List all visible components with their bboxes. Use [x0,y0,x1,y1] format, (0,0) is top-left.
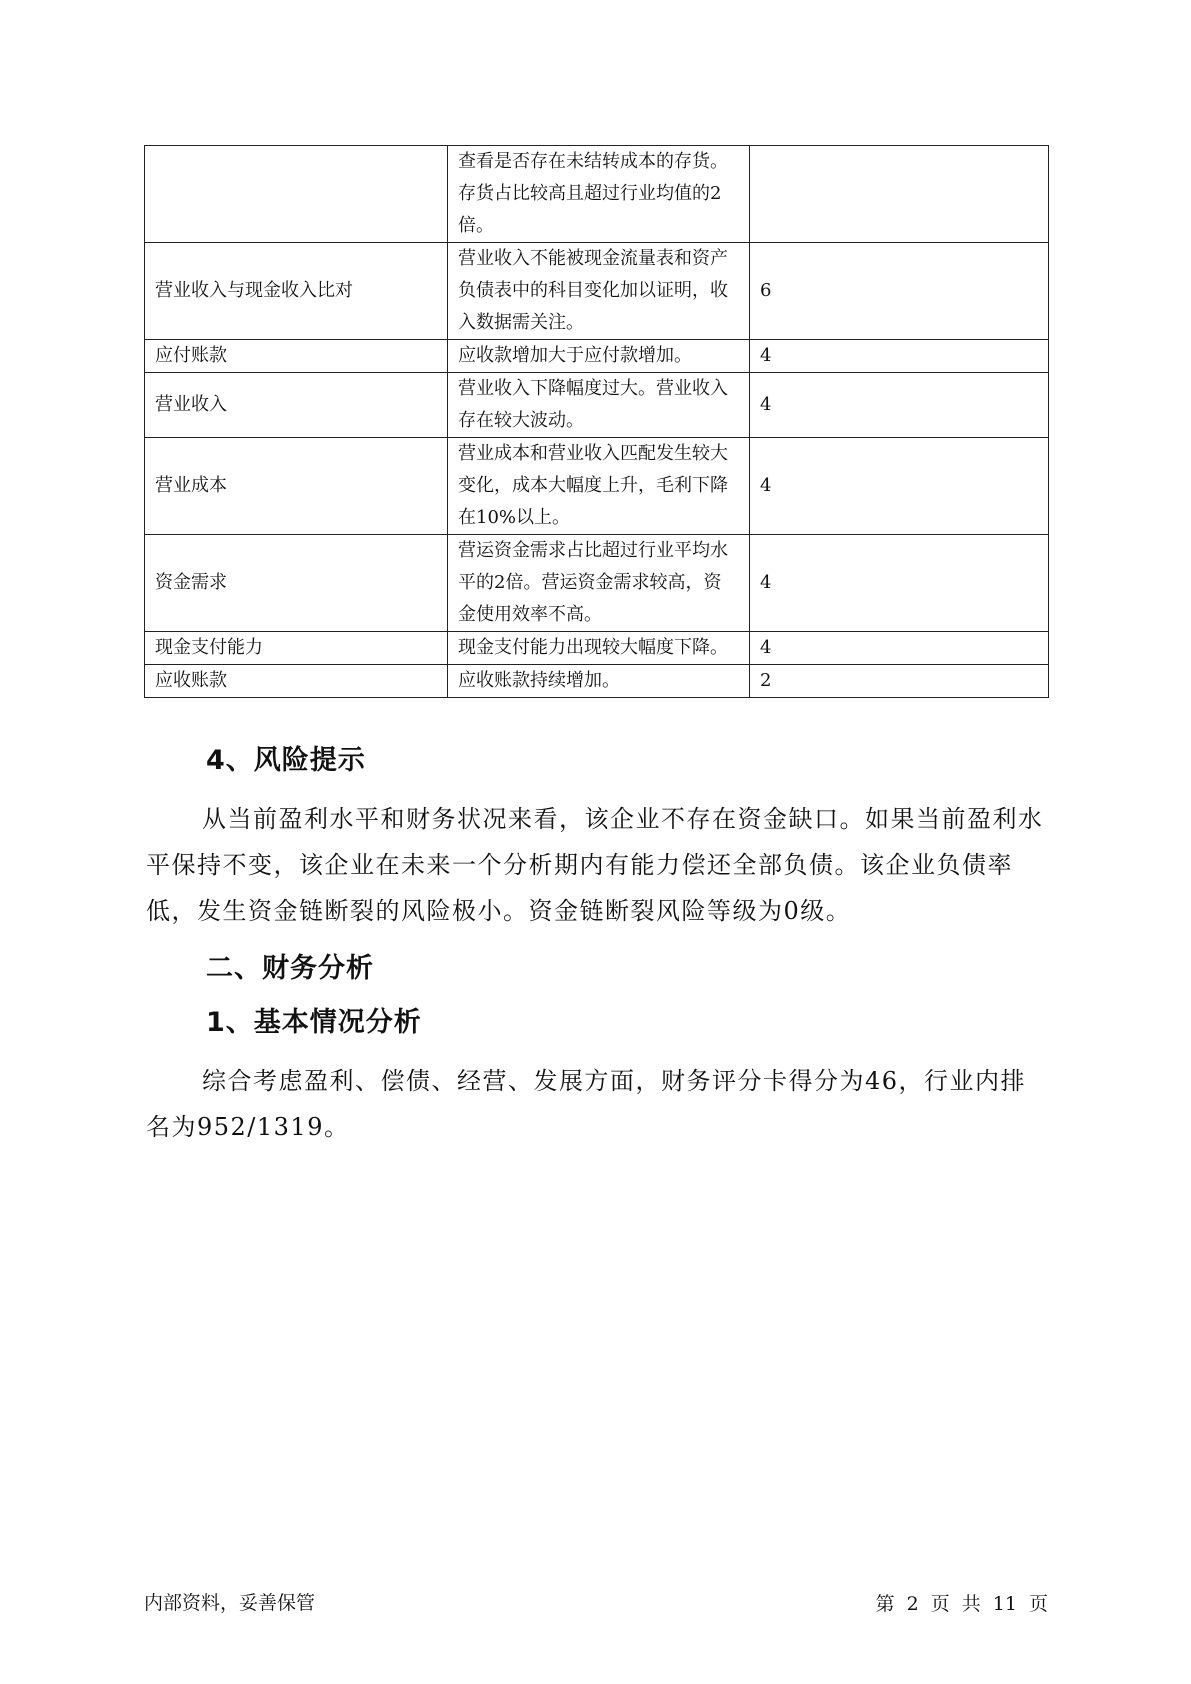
score-cell: 2 [750,665,1049,698]
indicator-cell: 营业收入与现金收入比对 [145,243,448,340]
description-cell: 营运资金需求占比超过行业平均水平的2倍。营运资金需求较高，资金使用效率不高。 [448,535,750,632]
score-cell: 4 [750,632,1049,665]
table-row [145,146,1049,243]
indicator-cell: 应收账款 [145,665,448,698]
score-cell: 4 [750,340,1049,373]
indicator-cell: 应付账款 [145,340,448,373]
table-row [145,438,1049,535]
indicator-cell: 资金需求 [145,535,448,632]
description-cell: 现金支付能力出现较大幅度下降。 [448,632,750,665]
description-cell: 查看是否存在未结转成本的存货。存货占比较高且超过行业均值的2倍。 [448,146,750,243]
score-cell [750,146,1049,243]
score-cell: 4 [750,438,1049,535]
table-row [145,340,1049,373]
description-cell: 营业成本和营业收入匹配发生较大变化，成本大幅度上升，毛利下降在10%以上。 [448,438,750,535]
risk-warning-paragraph: 从当前盈利水平和财务状况来看，该企业不存在资金缺口。如果当前盈利水平保持不变，该企业在未来一个分析期内有能力偿还全部负债。该企业负债率低，发生资金链断裂的风险极小。资金链断裂风险等级为0级。 [146,805,1044,925]
score-cell: 4 [750,373,1049,438]
table-row [145,665,1049,698]
score-cell: 4 [750,535,1049,632]
description-cell: 营业收入下降幅度过大。营业收入存在较大波动。 [448,373,750,438]
description-cell: 应收账款持续增加。 [448,665,750,698]
indicator-cell: 营业成本 [145,438,448,535]
risk-warning-heading: 4、风险提示 [206,745,366,776]
table-row [145,373,1049,438]
indicator-cell [145,146,448,243]
table-row [145,243,1049,340]
footer-page-number: 第 2 页 共 11 页 [875,1593,1048,1615]
description-cell: 营业收入不能被现金流量表和资产负债表中的科目变化加以证明，收入数据需关注。 [448,243,750,340]
financial-analysis-heading: 二、财务分析 [206,953,374,984]
indicator-cell: 营业收入 [145,373,448,438]
table-row [145,632,1049,665]
description-cell: 应收款增加大于应付款增加。 [448,340,750,373]
risk-indicator-table [144,145,1049,698]
indicator-cell: 现金支付能力 [145,632,448,665]
table-row [145,535,1049,632]
basic-analysis-paragraph: 综合考虑盈利、偿债、经营、发展方面，财务评分卡得分为46，行业内排名为952/1319。 [146,1067,1027,1141]
basic-analysis-heading: 1、基本情况分析 [206,1007,422,1038]
score-cell: 6 [750,243,1049,340]
footer-confidential-note: 内部资料，妥善保管 [144,1592,316,1614]
